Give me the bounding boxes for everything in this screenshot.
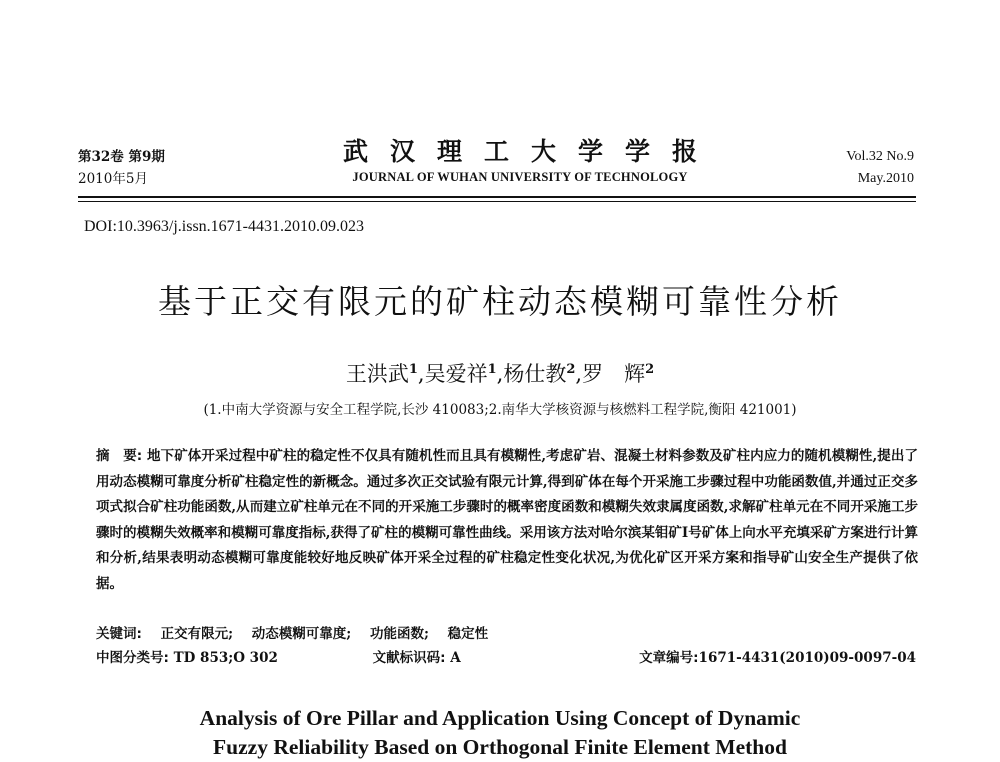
header-left: [78, 146, 165, 190]
keywords-label: 关键词:: [96, 626, 142, 642]
author-name: 王洪武: [345, 362, 409, 386]
journal-name-en: JOURNAL OF WUHAN UNIVERSITY OF TECHNOLOGY: [352, 170, 688, 184]
clc-label: 中图分类号:: [96, 650, 169, 666]
header-right: [846, 146, 914, 190]
author-affil-mark: 1: [487, 362, 497, 377]
abstract: [96, 444, 918, 597]
keyword: 动态模糊可靠度;: [251, 626, 352, 642]
header-rule-thin: [78, 201, 916, 202]
header-rule-thick: [78, 196, 916, 198]
author-affil-mark: 1: [408, 362, 418, 377]
paper-title-cn: 基于正交有限元的矿柱动态模糊可靠性分析: [158, 282, 842, 321]
affiliations: (1.中南大学资源与安全工程学院,长沙 410083;2.南华大学核资源与核燃料工程学院,衡阳 421001): [203, 402, 797, 418]
volume-issue-cn: 第32卷 第9期: [78, 149, 165, 165]
author-list: 王洪武$^1$,吴爱祥$^1$,杨仕教$^2$,罗 辉$^2$: [345, 362, 655, 386]
classification-line: [96, 646, 916, 666]
keywords: [96, 622, 488, 642]
author-name: 吴爱祥: [424, 362, 488, 386]
keyword: 功能函数;: [369, 626, 429, 642]
author-affil-mark: 2: [566, 362, 576, 377]
article-no-value: 1671-4431(2010)09-0097-04: [698, 650, 916, 666]
doi: DOI:10.3963/j.issn.1671-4431.2010.09.023: [84, 218, 364, 235]
author-name: 罗 辉: [582, 362, 646, 386]
keyword: 稳定性: [447, 626, 489, 642]
journal-masthead: [260, 136, 780, 185]
title-en-line-2: Fuzzy Reliability Based on Orthogonal Finite Element Method: [213, 735, 787, 759]
paper-title-en: [0, 704, 1000, 762]
title-en-line-1: Analysis of Ore Pillar and Application Using Concept of Dynamic: [199, 706, 801, 730]
volume-issue-en: Vol.32 No.9: [846, 149, 914, 164]
clc-value: TD 853;O 302: [173, 650, 278, 666]
author-name: 杨仕教: [503, 362, 567, 386]
article-number: [639, 646, 916, 666]
abstract-text: 地下矿体开采过程中矿柱的稳定性不仅具有随机性而且具有模糊性,考虑矿岩、混凝土材料参数及矿柱内应力的随机模糊性,提出了用动态模糊可靠度分析矿柱稳定性的新概念。通过多次正交试验有限元计算,得到矿体在每个开采施工步骤过程中功能函数值,并通过正交多项式拟合矿柱功能函数,从而建立矿柱单元在不同的开采施工步骤时的概率密度函数和模糊失效隶属度函数,求解矿柱单元在不同开采施工步骤时的模糊失效概率和模糊可靠度指标,获得了矿柱的模糊可靠性曲线。采用该方法对哈尔滨某钼矿Ⅰ号矿体上向水平充填采矿方案进行计算和分析,结果表明动态模糊可靠度能较好地反映矿体开采全过程的矿柱稳定性变化状况,为优化矿区开采方案和指导矿山安全生产提供了依据。: [96, 448, 919, 592]
article-no-label: 文章编号:: [639, 650, 699, 666]
keyword: 正交有限元;: [160, 626, 234, 642]
journal-name-cn: 武汉理工大学学报: [342, 137, 719, 166]
date-en: May.2010: [857, 171, 914, 186]
author-affil-mark: 2: [645, 362, 655, 377]
abstract-label: 摘 要:: [96, 448, 143, 464]
date-cn: 2010年5月: [78, 171, 148, 187]
doc-code-label: 文献标识码:: [372, 650, 446, 666]
doc-code-value: A: [450, 650, 461, 666]
